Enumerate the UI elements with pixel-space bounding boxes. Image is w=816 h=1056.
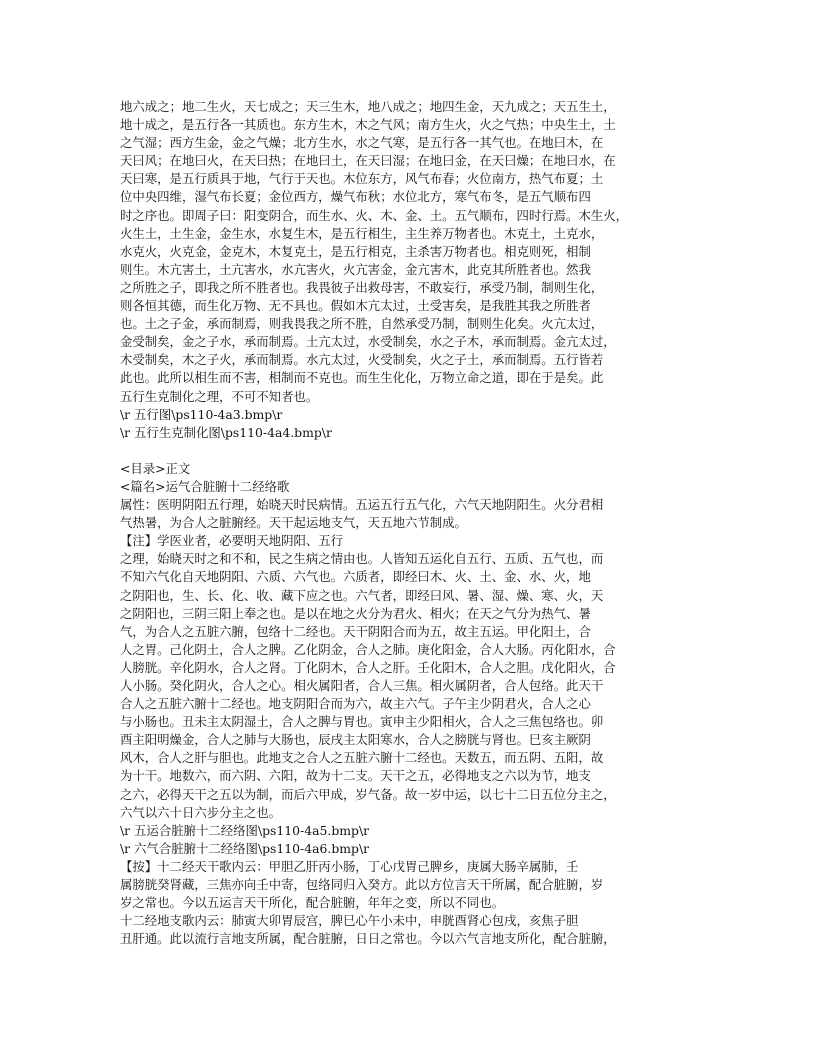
text-line: 人膀胱。辛化阴水，合人之肾。丁化阴木，合人之肝。壬化阳木，合人之胆。戊化阳火，合	[120, 659, 616, 675]
text-line: 【按】十二经天干歌内云：甲胆乙肝丙小肠，丁心戊胃己脾乡，庚属大肠辛属肺，壬	[120, 858, 579, 874]
annotation-heading: 【注】学医业者，必要明天地阴阳、五行	[120, 533, 344, 549]
text-line: 时之序也。即周子曰：阳变阴合，而生水、火、木、金、土。五气顺布，四时行焉。木生火，	[120, 207, 629, 223]
text-line: 也。土之子金，承而制焉，则我畏我之所不胜，自然承受乃制，制则生化矣。火亢太过，	[120, 316, 604, 332]
text-line: 气，为合人之五脏六腑，包络十二经也。天干阴阳合而为五，故主五运。甲化阳土，合	[120, 623, 591, 639]
text-line: 六气以六十日六步分主之也。	[120, 804, 282, 820]
text-line: 丑肝通。此以流行言地支所属，配合脏腑，日日之常也。今以六气言地支所化，配合脏腑，	[120, 931, 616, 947]
text-line: 与小肠也。丑未主太阴湿土，合人之脾与胃也。寅申主少阳相火，合人之三焦包络也。卯	[120, 714, 604, 730]
text-line: 天曰风；在地曰火，在天曰热；在地曰土，在天曰湿；在地曰金，在天曰燥；在地曰水，在	[120, 153, 616, 169]
text-line: 此也。此所以相生而不害，相制而不克也。而生生化化，万物立命之道，即在于是矣。此	[120, 370, 604, 386]
text-line: 金受制矣，金之子水，承而制焉。土亢太过，水受制矣，水之子木，承而制焉。金亢太过，	[120, 334, 616, 350]
text-line: 天曰寒，是五行质具于地，气行于天也。木位东方，风气布春；火位南方，热气布夏；土	[120, 171, 604, 187]
text-line: 不知六气化自天地阴阳、六质、六气也。六质者，即经曰木、火、土、金、水、火，地	[120, 569, 591, 585]
image-reference: \r 五行生克制化图\ps110-4a4.bmp\r	[120, 424, 332, 440]
text-line: 之阴阳也，三阴三阳上奉之也。是以在地之火分为君火、相火；在天之气分为热气、暑	[120, 605, 591, 621]
text-line: 火生土，土生金，金生水，水复生木，是五行相生，主生养万物者也。木克土，土克水，	[120, 225, 604, 241]
text-line: 地十成之，是五行各一其质也。东方生木，木之气风；南方生火，火之气热；中央生土，土	[120, 117, 616, 133]
text-line: 水克火，火克金，金克木，木复克土，是五行相克，主杀害万物者也。相克则死，相制	[120, 243, 591, 259]
text-line: 风木，合人之肝与胆也。此地支之合人之五脏六腑十二经也。天数五，而五阴、五阳，故	[120, 750, 604, 766]
text-line: 人小肠。癸化阴火，合人之心。相火属阳者，合人三焦。相火属阴者，合人包络。此天干	[120, 678, 604, 693]
text-line: 之理，始晓天时之和不和，民之生病之情由也。人皆知五运化自五行、五质、五气也，而	[120, 551, 604, 567]
text-line: 合人之五脏六腑十二经也。地支阴阳合而为六，故主六气。子午主少阴君火，合人之心	[120, 696, 591, 712]
toc-marker: <目录>正文	[120, 460, 191, 476]
blank-line	[120, 442, 700, 460]
text-line: 木受制矣，木之子火，承而制焉。水亢太过，火受制矣，火之子土，承而制焉。五行皆若	[120, 352, 604, 368]
text-line: 五行生克制化之理，不可不知者也。	[120, 388, 319, 404]
image-reference: \r 五运合脏腑十二经络图\ps110-4a5.bmp\r	[120, 822, 370, 838]
image-reference: \r 六气合脏腑十二经络图\ps110-4a6.bmp\r	[120, 840, 370, 856]
text-line: 位中央四维，湿气布长夏；金位西方，燥气布秋；水位北方，寒气布冬，是五气顺布四	[120, 189, 591, 205]
text-line: 属膀胱癸肾藏，三焦亦向壬中寄，包络同归入癸方。此以方位言天干所属，配合脏腑，岁	[120, 877, 604, 893]
text-line: 之气湿；西方生金，金之气燥；北方生水，水之气寒，是五行各一其气也。在地曰木，在	[120, 135, 604, 151]
text-line: 则生。木亢害土，土亢害水，水亢害火，火亢害金，金亢害木，此克其所胜者也。然我	[120, 261, 591, 277]
text-line: 气热暑，为合人之脏腑经。天干起运地支气，天五地六节制成。	[120, 515, 467, 531]
chapter-title: <篇名>运气合脏腑十二经络歌	[120, 478, 290, 494]
text-line: 则各恒其德，而生化万物、无不具也。假如木亢太过，土受害矣，是我胜其我之所胜者	[120, 298, 591, 314]
text-line: 人之胃。己化阴土，合人之脾。乙化阴金，合人之肺。庚化阳金，合人大肠。丙化阳水，合	[120, 641, 616, 657]
image-reference: \r 五行图\ps110-4a3.bmp\r	[120, 406, 283, 422]
text-line: 酉主阳明燥金，合人之肺与大肠也，辰戌主太阳寒水，合人之膀胱与肾也。巳亥主厥阴	[120, 732, 591, 748]
document-page	[120, 98, 700, 948]
text-line: 之六，必得天干之五以为制，而后六甲成，岁气备。故一岁中运，以七十二日五位分主之，	[120, 786, 616, 802]
text-line: 之阴阳也，生、长、化、收、藏下应之也。六气者，即经曰风、暑、湿、燥、寒、火，天	[120, 587, 604, 603]
text-line: 十二经地支歌内云：肺寅大卯胃辰宫，脾巳心午小未中，申胱酉肾心包戌，亥焦子胆	[120, 913, 579, 929]
text-line: 为十干。地数六，而六阴、六阳，故为十二支。天干之五，必得地支之六以为节，地支	[120, 768, 591, 784]
text-line: 之所胜之子，即我之所不胜者也。我畏彼子出救母害，不敢妄行，承受乃制，制则生化，	[120, 279, 604, 295]
text-line: 岁之常也。今以五运言天干所化，配合脏腑，年年之变，所以不同也。	[120, 895, 505, 911]
text-line: 地六成之；地二生火，天七成之；天三生木，地八成之；地四生金，天九成之；天五生土，	[120, 99, 616, 114]
text-line: 属性：医明阴阳五行理，始晓天时民病情。五运五行五气化，六气天地阴阳生。火分君相	[120, 497, 604, 513]
